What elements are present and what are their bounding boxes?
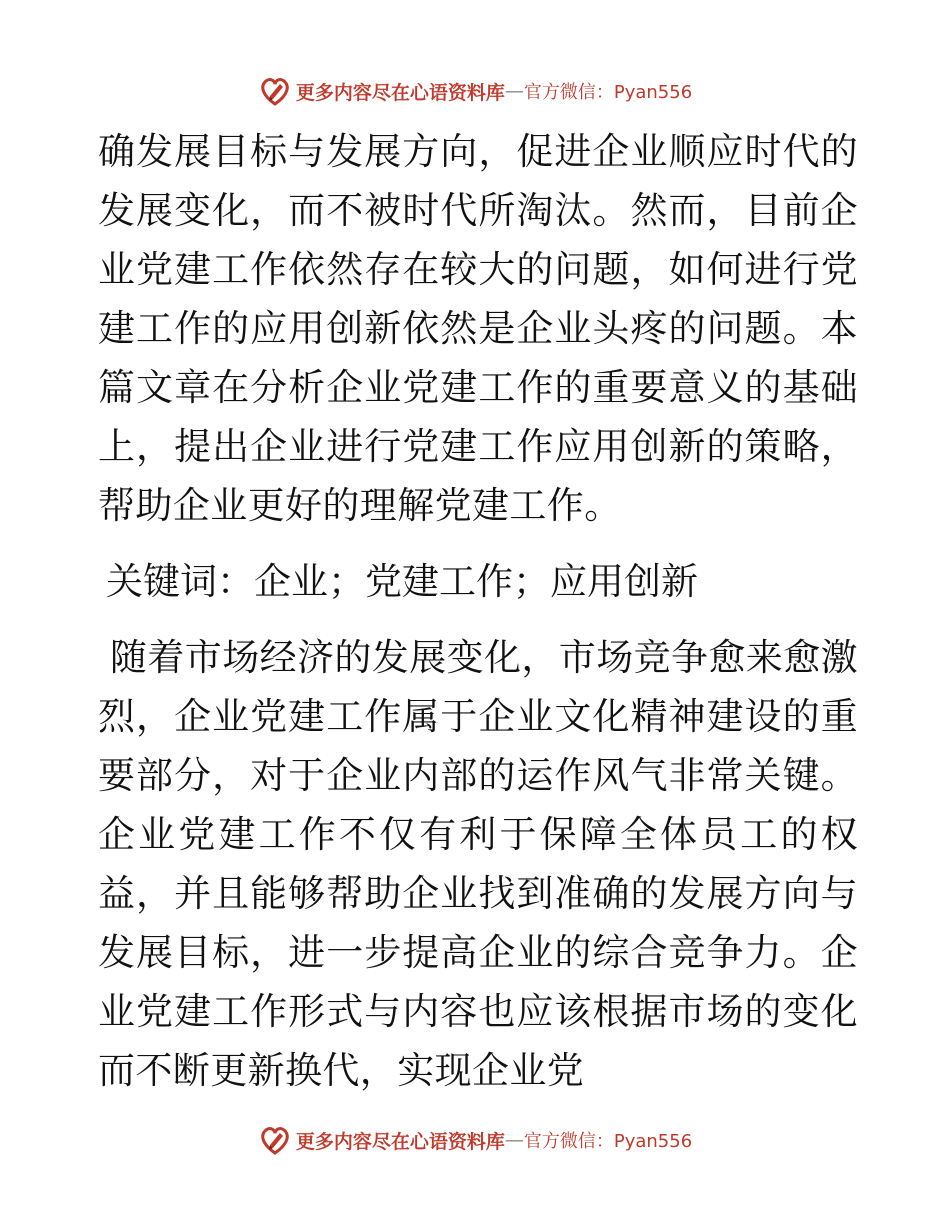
body-paragraph-first-line: 随着市场经济的发展变化，市场竞争愈来愈激 bbox=[110, 636, 858, 679]
body-paragraph bbox=[98, 628, 858, 1100]
banner-dash: — bbox=[504, 80, 524, 102]
banner-wechat: 官方微信：Pyan556 bbox=[523, 1131, 693, 1152]
header-banner bbox=[0, 71, 950, 111]
document-body bbox=[98, 122, 858, 1100]
abstract-paragraph: 确发展目标与发展方向，促进企业顺应时代的发展变化，而不被时代所淘汰。然而，目前企业党建工作依然存在较大的问题，如何进行党建工作的应用创新依然是企业头疼的问题。本篇文章在分析企业党建工作的重要意义的基础上，提出企业进行党建工作应用创新的策略，帮助企业更好的理解党建工作。 bbox=[98, 130, 858, 527]
red-heart-pen-logo-icon bbox=[258, 1123, 292, 1157]
red-heart-pen-logo-icon bbox=[258, 74, 292, 108]
banner-slogan: 更多内容尽在心语资料库 bbox=[295, 81, 505, 104]
banner-dash: — bbox=[504, 1129, 524, 1151]
banner-wechat: 官方微信：Pyan556 bbox=[523, 82, 693, 103]
banner-slogan: 更多内容尽在心语资料库 bbox=[295, 1130, 505, 1153]
body-paragraph-rest: 烈，企业党建工作属于企业文化精神建设的重要部分，对于企业内部的运作风气非常关键。企业党建工作不仅有利于保障全体员工的权益，并且能够帮助企业找到准确的发展方向与发展目标，进一步提高企业的综合竞争力。企业党建工作形式与内容也应该根据市场的变化而不断更新换代，实现企业党 bbox=[98, 695, 858, 1092]
footer-banner bbox=[0, 1120, 950, 1160]
keywords-line: 关键词：企业；党建工作；应用创新 bbox=[106, 560, 698, 603]
